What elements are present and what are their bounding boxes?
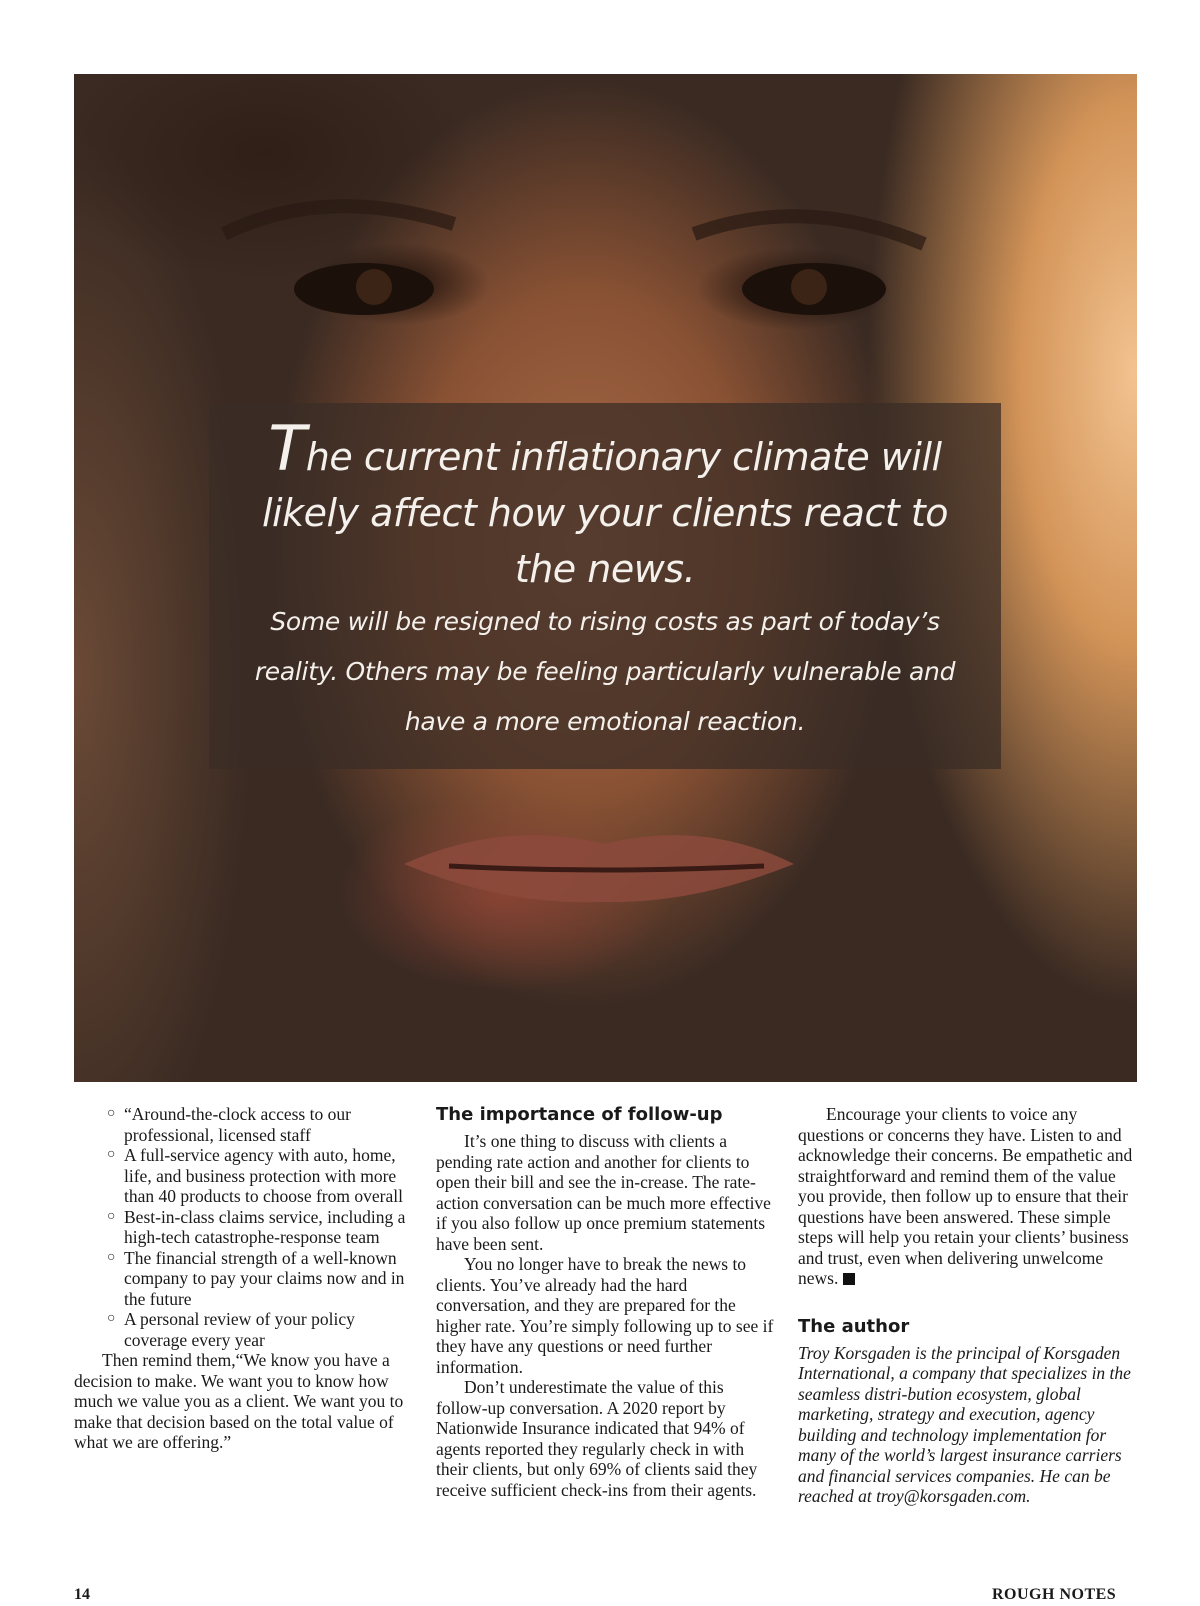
pull-quote-lead	[227, 412, 983, 597]
author-bio: Troy Korsgaden is the principal of Korsgaden International, a company that specializes in the seamless distri-bution ecosystem, global marketing, strategy and execution, agency building and technology implementation for many of the world’s largest insurance carriers and financial services companies. He can be reached at troy@korsgaden.com.	[798, 1342, 1131, 1506]
author-heading: The author	[798, 1315, 910, 1337]
publication-name: ROUGH NOTES	[992, 1586, 1117, 1603]
circle-bullet-icon: ○	[107, 1147, 116, 1162]
hero-photo	[74, 74, 1137, 1082]
list-item: ○ “Around-the-clock access to our professional, licensed staff	[107, 1104, 351, 1145]
column-1	[74, 1104, 412, 1453]
body-paragraph: It’s one thing to discuss with clients a pending rate action and another for clients to open their bill and see the in-crease. The rate-action conversation can be much more effective if you also follow up once premium statements have been sent.	[436, 1131, 771, 1254]
circle-bullet-icon: ○	[107, 1249, 116, 1265]
circle-bullet-icon: ○	[107, 1208, 116, 1224]
body-paragraph: Encourage your clients to voice any questions or concerns they have. Listen to and acknowledge their concerns. Be empathetic and straightforward and remind them of the value you provide, then follow up to ensure that their questions have been answered. These simple steps will help you retain your clients’ business and trust, even when delivering unwelcome news.	[798, 1104, 1133, 1288]
section-heading: The importance of follow-up	[436, 1104, 723, 1125]
pull-quote-rest: Some will be resigned to rising costs as part of today’s reality. Others may be feeling particularly vulnerable and have a more emotional reaction.	[254, 607, 956, 736]
column-2	[436, 1104, 776, 1500]
closing-paragraph: Then remind them,“We know you have a decision to make. We want you to know how much we value you as a client. We want you to make that decision based on the total value of what we are offering.”	[74, 1350, 404, 1452]
list-item: ○ Best-in-class claims service, including a high-tech catastrophe-response team	[107, 1206, 406, 1247]
end-mark-icon	[843, 1273, 855, 1285]
pull-quote-drop-cap: T	[268, 412, 306, 485]
page-number: 14	[74, 1586, 90, 1603]
pull-quote-lead-text: he current inflationary climate will likely affect how your clients react to the news.	[262, 435, 948, 591]
column-3	[798, 1104, 1138, 1507]
list-item: ○ A personal review of your policy coverage every year	[107, 1309, 355, 1350]
pull-quote	[209, 403, 1001, 769]
body-paragraph: You no longer have to break the news to clients. You’ve already had the hard conversation, and they are prepared for the higher rate. You’re simply following up to see if they have any questions or need further information.	[436, 1254, 774, 1377]
benefits-list	[74, 1104, 412, 1350]
circle-bullet-icon: ○	[107, 1106, 116, 1121]
list-item: ○ A full-service agency with auto, home, life, and business protection with more than 40 products to choose from overall	[107, 1145, 403, 1206]
body-paragraph: Don’t underestimate the value of this follow-up conversation. A 2020 report by Nationwide Insurance indicated that 94% of agents reported they regularly check in with their clients, but only 69% of clients said they receive sufficient check-ins from their agents.	[436, 1377, 758, 1500]
circle-bullet-icon: ○	[107, 1311, 116, 1326]
list-item: ○ The financial strength of a well-known company to pay your claims now and in the future	[107, 1247, 405, 1309]
